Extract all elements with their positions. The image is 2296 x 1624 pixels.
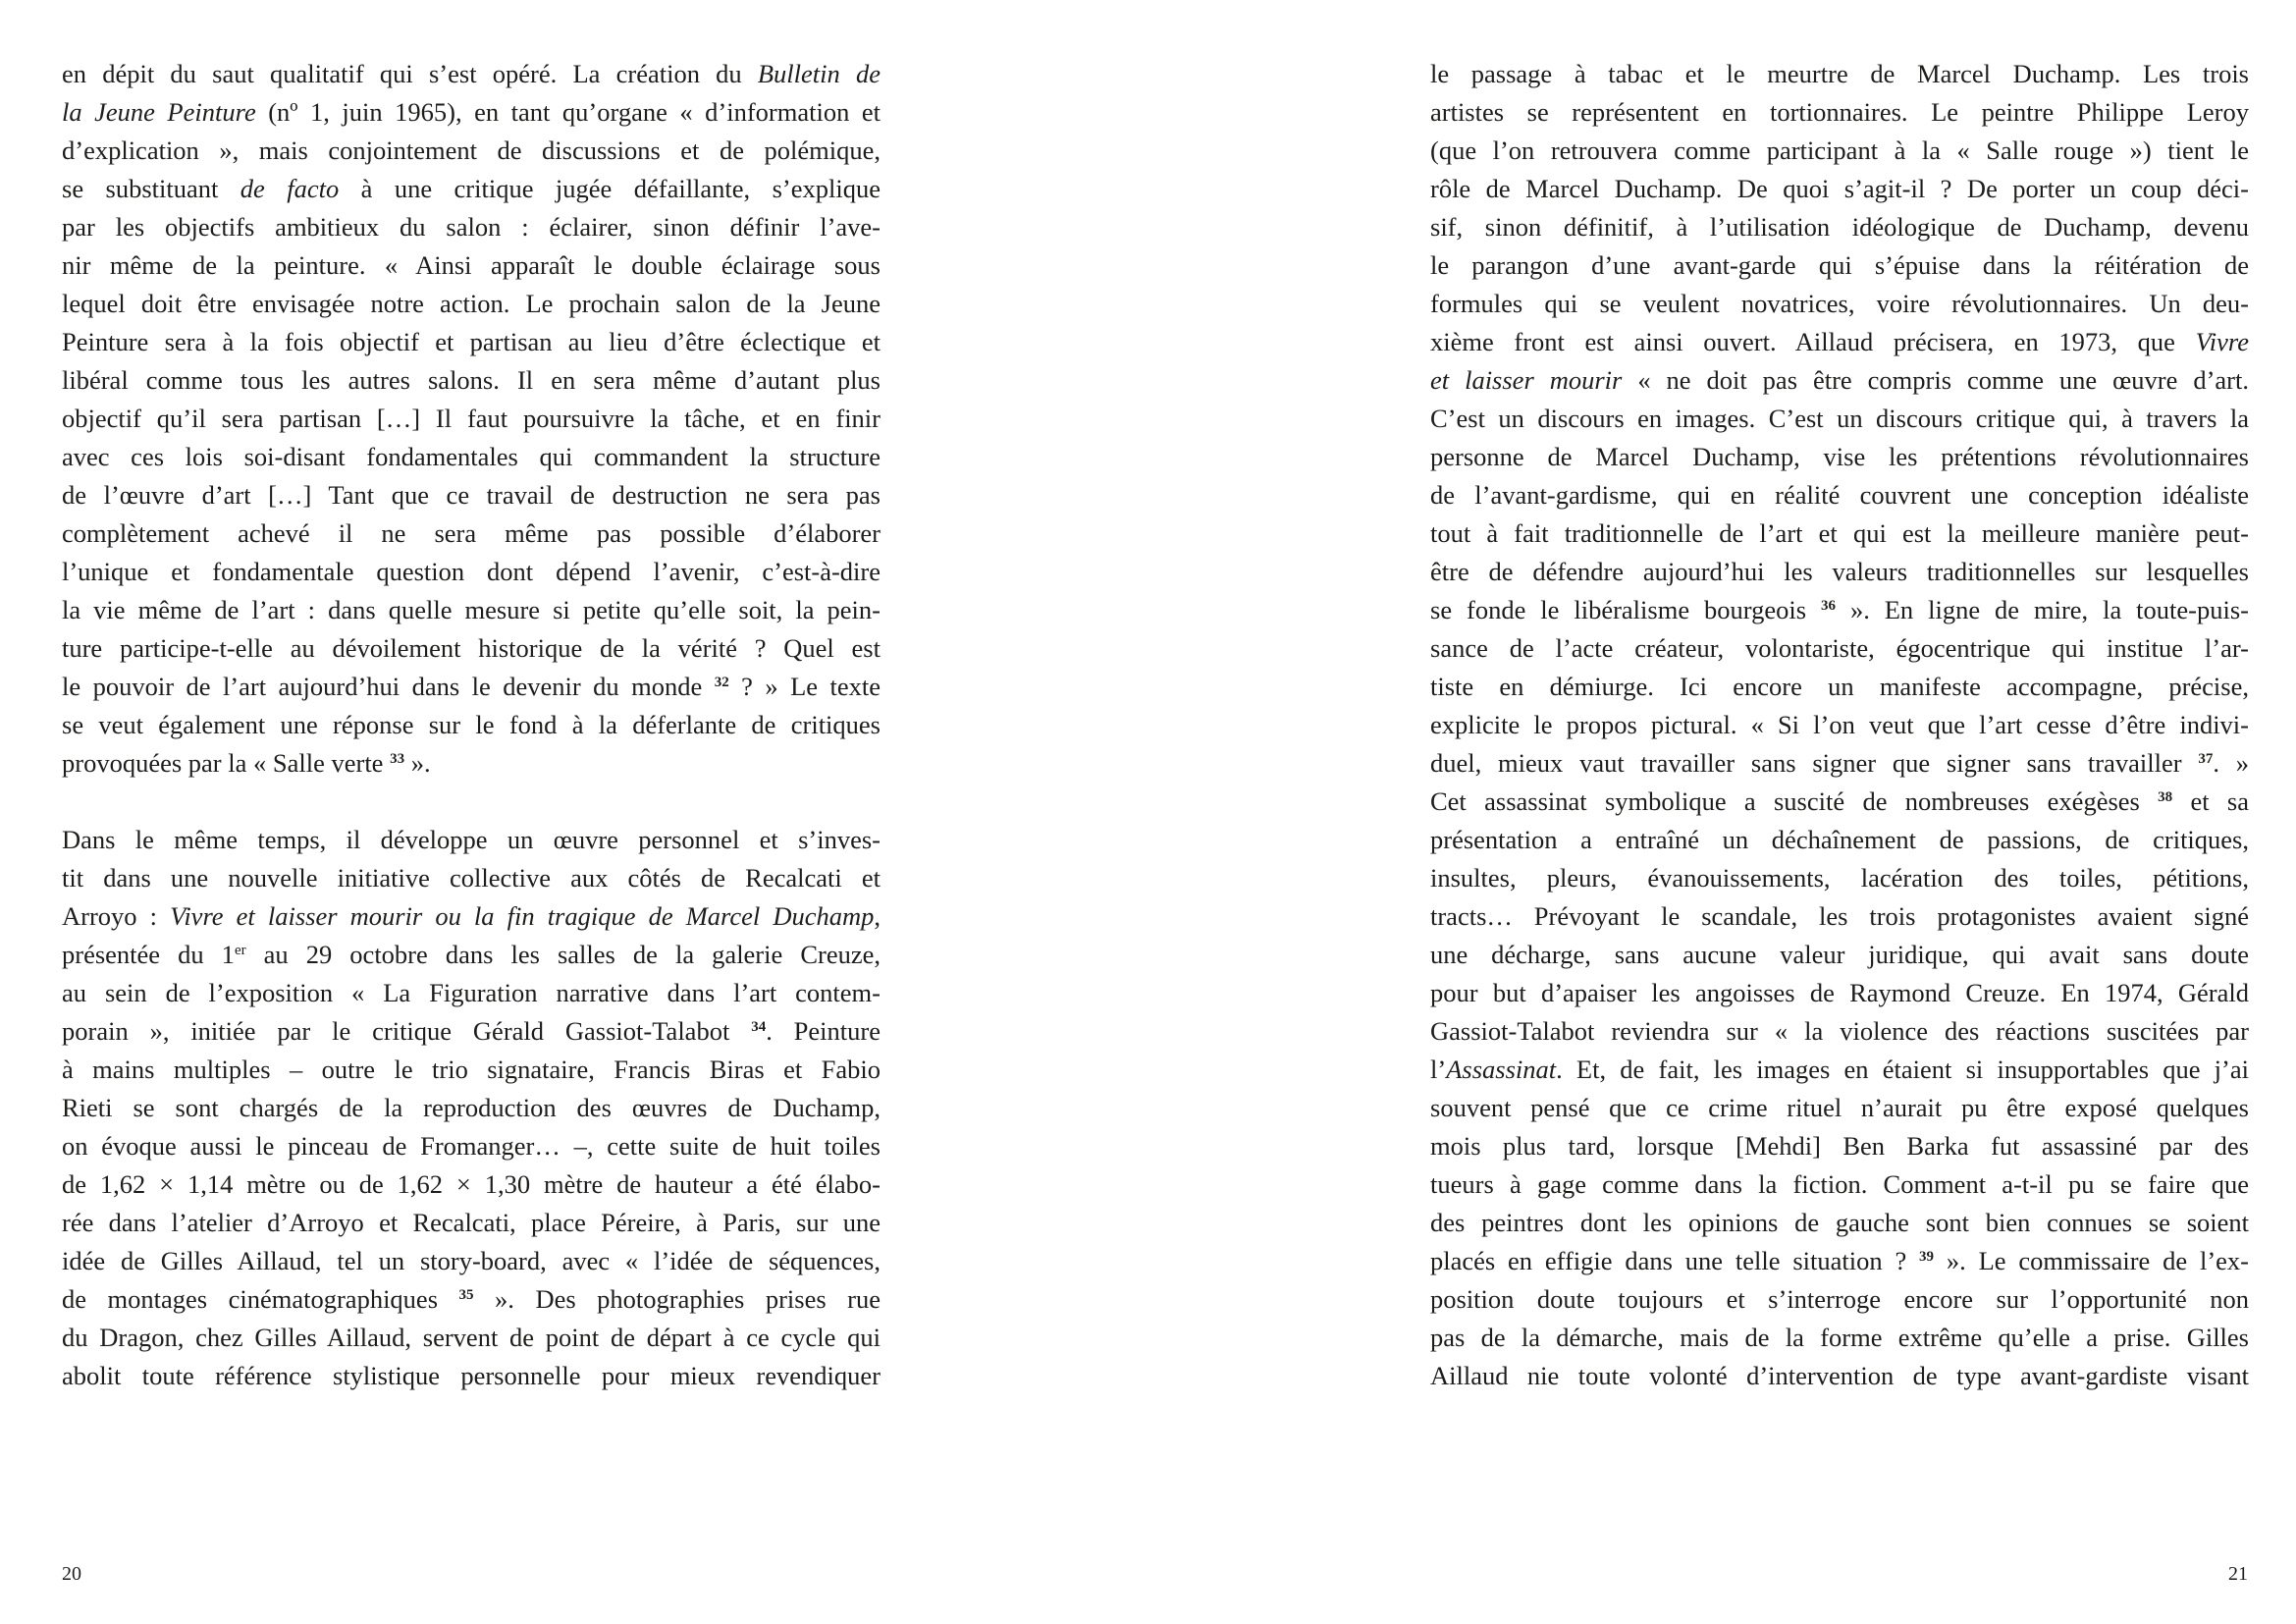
text: on évoque aussi le pinceau de Fromanger… –, cette suite de huit toiles <box>62 1131 881 1161</box>
text-line <box>1430 897 2249 936</box>
text: en dépit du saut qualitatif qui s’est opéré. La création du <box>62 59 758 88</box>
text-line <box>62 246 881 285</box>
text-line <box>1430 400 2249 438</box>
text-line <box>1430 93 2249 132</box>
footnote-ref: 35 <box>458 1287 474 1303</box>
text: rôle de Marcel Duchamp. De quoi s’agit-il ? De porter un coup déci- <box>1430 174 2249 203</box>
text-line <box>1430 1127 2249 1165</box>
text: à une critique jugée défaillante, s’explique <box>339 174 881 203</box>
paragraph <box>1430 55 2249 1395</box>
italic-text: Vivre et laisser mourir ou la fin tragique de Marcel Duchamp <box>170 901 875 931</box>
text-line <box>62 438 881 476</box>
text-line <box>62 1357 881 1395</box>
text: de l’œuvre d’art […] Tant que ce travail de destruction ne sera pas <box>62 480 881 510</box>
text-line <box>1430 783 2249 821</box>
text: d’explication », mais conjointement de discussions et de polémique, <box>62 135 881 165</box>
right-page-text <box>1430 55 2249 1395</box>
text-line <box>62 1280 881 1319</box>
italic-text: Bulletin de <box>757 59 881 88</box>
text-line <box>1430 668 2249 706</box>
text: présentation a entraîné un déchaînement de passions, de critiques, <box>1430 825 2249 854</box>
text: mois plus tard, lorsque [Mehdi] Ben Barka fut assassiné par des <box>1430 1131 2249 1161</box>
text: tiste en démiurge. Ici encore un manifeste accompagne, précise, <box>1430 672 2249 701</box>
text-line <box>1430 285 2249 323</box>
text-line <box>1430 1357 2249 1395</box>
text: Cet assassinat symbolique a suscité de nombreuses exégèses <box>1430 786 2159 816</box>
text: libéral comme tous les autres salons. Il en sera même d’autant plus <box>62 365 881 395</box>
text: tout à fait traditionnelle de l’art et qui est la meilleure manière peut- <box>1430 518 2249 548</box>
text-line <box>62 208 881 246</box>
text-line <box>62 170 881 208</box>
text: Gassiot-Talabot reviendra sur « la violence des réactions suscitées par <box>1430 1016 2249 1046</box>
text: « ne doit pas être compris comme une œuvre d’art. <box>1622 365 2249 395</box>
text: par les objectifs ambitieux du salon : éclairer, sinon définir l’ave- <box>62 212 881 242</box>
text-line <box>1430 208 2249 246</box>
text: le parangon d’une avant-garde qui s’épuise dans la réitération de <box>1430 250 2249 280</box>
text: placés en effigie dans une telle situation ? <box>1430 1246 1920 1275</box>
text: ture participe-t-elle au dévoilement historique de la vérité ? Quel est <box>62 633 881 663</box>
text-line <box>62 285 881 323</box>
text: . Et, de fait, les images en étaient si insupportables que j’ai <box>1556 1055 2249 1084</box>
text: pour but d’apaiser les angoisses de Raymond Creuze. En 1974, Gérald <box>1430 978 2249 1007</box>
text: l’ <box>1430 1055 1447 1084</box>
text-line <box>62 93 881 132</box>
text: être de défendre aujourd’hui les valeurs traditionnelles sur lesquelles <box>1430 557 2249 586</box>
text: lequel doit être envisagée notre action. Le prochain salon de la Jeune <box>62 289 881 318</box>
text-line <box>62 132 881 170</box>
text: souvent pensé que ce crime rituel n’aurait pu être exposé quelques <box>1430 1093 2249 1122</box>
footnote-ref: 34 <box>751 1019 767 1035</box>
text-line <box>1430 514 2249 553</box>
left-page-text <box>62 55 881 1395</box>
text-line <box>62 1012 881 1051</box>
italic-text: Assassinat <box>1446 1055 1557 1084</box>
text-line <box>1430 476 2249 514</box>
text: C’est un discours en images. C’est un discours critique qui, à travers la <box>1430 404 2249 433</box>
text-line <box>62 1165 881 1204</box>
text: ? » Le texte <box>728 672 881 701</box>
text: des peintres dont les opinions de gauche sont bien connues se soient <box>1430 1208 2249 1237</box>
text: , <box>874 901 881 931</box>
text-line <box>1430 438 2249 476</box>
text: présentée du 1 <box>62 940 235 969</box>
text-line <box>1430 629 2249 668</box>
text-line <box>1430 1242 2249 1280</box>
italic-text: Vivre <box>2195 327 2249 356</box>
text: insultes, pleurs, évanouissements, lacération des toiles, pétitions, <box>1430 863 2249 893</box>
text: position doute toujours et s’interroge encore sur l’opportunité non <box>1430 1284 2249 1314</box>
text-line <box>1430 1319 2249 1357</box>
text: objectif qu’il sera partisan […] Il faut poursuivre la tâche, et en finir <box>62 404 881 433</box>
text-line <box>1430 1089 2249 1127</box>
text: du Dragon, chez Gilles Aillaud, servent de point de départ à ce cycle qui <box>62 1323 881 1352</box>
text-line <box>62 400 881 438</box>
text-line <box>62 936 881 974</box>
page-number-right: 21 <box>2228 1563 2248 1585</box>
footnote-ref: 36 <box>1821 598 1836 614</box>
text: pas de la démarche, mais de la forme extrême qu’elle a prise. Gilles <box>1430 1323 2249 1352</box>
text: Arroyo : <box>62 901 171 931</box>
text: de montages cinématographiques <box>62 1284 459 1314</box>
text-line <box>1430 1280 2249 1319</box>
footnote-ref: 32 <box>714 675 729 690</box>
text: sance de l’acte créateur, volontariste, égocentrique qui institue l’ar- <box>1430 633 2249 663</box>
text: (que l’on retrouvera comme participant à la « Salle rouge ») tient le <box>1430 135 2249 165</box>
text-line <box>1430 323 2249 361</box>
text: ». Le commissaire de l’ex- <box>1934 1246 2250 1275</box>
text-line <box>1430 553 2249 591</box>
footnote-ref: 37 <box>2198 751 2214 767</box>
text: sif, sinon définitif, à l’utilisation idéologique de Duchamp, devenu <box>1430 212 2249 242</box>
paragraph <box>62 55 881 783</box>
text: ». <box>404 748 431 778</box>
text: se substituant <box>62 174 240 203</box>
text: Peinture sera à la fois objectif et partisan au lieu d’être éclectique et <box>62 327 881 356</box>
text: à mains multiples – outre le trio signataire, Francis Biras et Fabio <box>62 1055 881 1084</box>
text: avec ces lois soi-disant fondamentales qui commandent la structure <box>62 442 881 471</box>
text-line <box>62 1127 881 1165</box>
text: artistes se représentent en tortionnaires. Le peintre Philippe Leroy <box>1430 97 2249 127</box>
italic-text: de facto <box>240 174 340 203</box>
text: ». Des photographies prises rue <box>473 1284 881 1314</box>
text: porain », initiée par le critique Gérald Gassiot-Talabot <box>62 1016 752 1046</box>
text: Rieti se sont chargés de la reproduction des œuvres de Duchamp, <box>62 1093 881 1122</box>
paragraph-gap <box>62 783 881 821</box>
text: . Peinture <box>766 1016 881 1046</box>
text: rée dans l’atelier d’Arroyo et Recalcati, place Péreire, à Paris, sur une <box>62 1208 881 1237</box>
text-line <box>62 744 881 783</box>
text: la vie même de l’art : dans quelle mesure si petite qu’elle soit, la pein- <box>62 595 881 624</box>
text: nir même de la peinture. « Ainsi apparaît le double éclairage sous <box>62 250 881 280</box>
text-line <box>62 1319 881 1357</box>
text: tracts… Prévoyant le scandale, les trois protagonistes avaient signé <box>1430 901 2249 931</box>
text: Dans le même temps, il développe un œuvre personnel et s’inves- <box>62 825 881 854</box>
text: formules qui se veulent novatrices, voire révolutionnaires. Un deu- <box>1430 289 2249 318</box>
text-line <box>1430 974 2249 1012</box>
text-line <box>62 974 881 1012</box>
footnote-ref: 33 <box>390 751 405 767</box>
text-line <box>62 629 881 668</box>
text-line <box>62 361 881 400</box>
text-line <box>1430 1051 2249 1089</box>
italic-text: la Jeune Peinture <box>62 97 256 127</box>
text-line <box>1430 591 2249 629</box>
text-line <box>1430 132 2249 170</box>
text: abolit toute référence stylistique personnelle pour mieux revendiquer <box>62 1361 881 1390</box>
text-line <box>1430 1165 2249 1204</box>
page-number-left: 20 <box>62 1563 81 1585</box>
text-line <box>1430 821 2249 859</box>
text-line <box>62 514 881 553</box>
text-line <box>62 591 881 629</box>
text-line <box>62 1089 881 1127</box>
text-line <box>1430 936 2249 974</box>
text: se veut également une réponse sur le fond à la déferlante de critiques <box>62 710 881 739</box>
text-line <box>62 1242 881 1280</box>
text-line <box>1430 1204 2249 1242</box>
text: tit dans une nouvelle initiative collective aux côtés de Recalcati et <box>62 863 881 893</box>
text-line <box>62 553 881 591</box>
footnote-ref: er <box>234 943 246 958</box>
text: . » <box>2213 748 2249 778</box>
text-line <box>1430 859 2249 897</box>
text: et sa <box>2172 786 2250 816</box>
text: de l’avant-gardisme, qui en réalité couvrent une conception idéaliste <box>1430 480 2249 510</box>
text: une décharge, sans aucune valeur juridique, qui avait sans doute <box>1430 940 2249 969</box>
text-line <box>62 897 881 936</box>
text: se fonde le libéralisme bourgeois <box>1430 595 1821 624</box>
text-line <box>62 55 881 93</box>
text: duel, mieux vaut travailler sans signer que signer sans travailler <box>1430 748 2199 778</box>
text: idée de Gilles Aillaud, tel un story-board, avec « l’idée de séquences, <box>62 1246 881 1275</box>
text-line <box>1430 55 2249 93</box>
footnote-ref: 38 <box>2158 789 2173 805</box>
text-line <box>1430 170 2249 208</box>
text: xième front est ainsi ouvert. Aillaud précisera, en 1973, que <box>1430 327 2196 356</box>
text-line <box>1430 744 2249 783</box>
text-line <box>62 323 881 361</box>
text-line <box>1430 246 2249 285</box>
text-line <box>62 821 881 859</box>
text: au 29 octobre dans les salles de la galerie Creuze, <box>245 940 881 969</box>
paragraph <box>62 821 881 1395</box>
italic-text: et laisser mourir <box>1430 365 1623 395</box>
text: complètement achevé il ne sera même pas possible d’élaborer <box>62 518 881 548</box>
text: le passage à tabac et le meurtre de Marcel Duchamp. Les trois <box>1430 59 2249 88</box>
text-line <box>1430 1012 2249 1051</box>
text: ». En ligne de mire, la toute-puis- <box>1836 595 2249 624</box>
text: (nº 1, juin 1965), en tant qu’organe « d’information et <box>255 97 881 127</box>
text-line <box>62 1204 881 1242</box>
text-line <box>62 476 881 514</box>
text: provoquées par la « Salle verte <box>62 748 391 778</box>
text-line <box>62 668 881 706</box>
text: le pouvoir de l’art aujourd’hui dans le devenir du monde <box>62 672 715 701</box>
text-line <box>62 859 881 897</box>
text-line <box>1430 706 2249 744</box>
text-line <box>62 1051 881 1089</box>
text: explicite le propos pictural. « Si l’on veut que l’art cesse d’être indivi- <box>1430 710 2249 739</box>
text-line <box>1430 361 2249 400</box>
text: de 1,62 × 1,14 mètre ou de 1,62 × 1,30 mètre de hauteur a été élabo- <box>62 1169 881 1199</box>
text: tueurs à gage comme dans la fiction. Comment a-t-il pu se faire que <box>1430 1169 2249 1199</box>
text: l’unique et fondamentale question dont dépend l’avenir, c’est-à-dire <box>62 557 881 586</box>
text-line <box>62 706 881 744</box>
footnote-ref: 39 <box>1919 1249 1935 1265</box>
text: au sein de l’exposition « La Figuration narrative dans l’art contem- <box>62 978 881 1007</box>
text: Aillaud nie toute volonté d’intervention de type avant-gardiste visant <box>1430 1361 2249 1390</box>
text: personne de Marcel Duchamp, vise les prétentions révolutionnaires <box>1430 442 2249 471</box>
